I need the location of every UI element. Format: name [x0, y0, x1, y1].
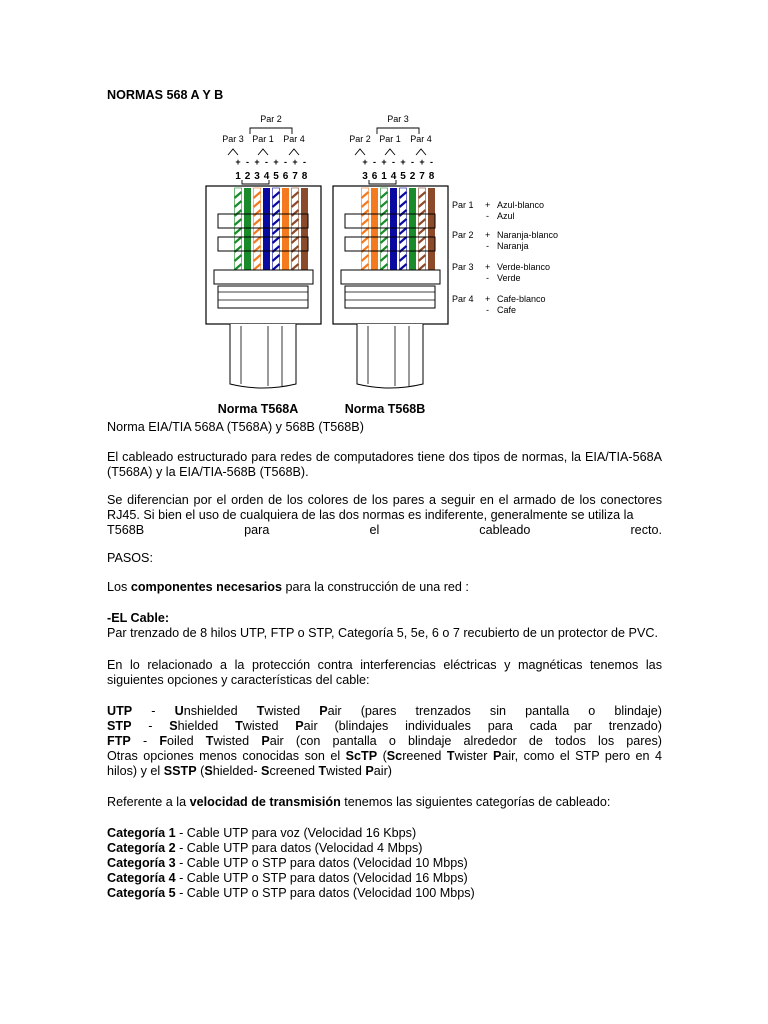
legend-sign: - [486, 273, 489, 283]
pin-number: 4 [390, 171, 397, 182]
pin-number: 3 [362, 171, 368, 182]
polarity-sign: + [292, 157, 298, 167]
diferencias-paragraph [107, 493, 662, 538]
cable-jacket [230, 324, 296, 388]
pin-number: 5 [400, 171, 406, 182]
rj45-wiring-diagram [0, 0, 768, 425]
pair-label: Par 2 [349, 134, 371, 144]
polarity-sign: - [411, 157, 414, 167]
pin-number: 3 [254, 171, 260, 182]
cable-heading: -EL Cable: [107, 611, 170, 625]
page-title: NORMAS 568 A Y B [107, 88, 224, 102]
legend-sign: + [485, 200, 491, 210]
polarity-sign: - [373, 157, 376, 167]
polarity-sign: + [235, 157, 241, 167]
categoria-item: Categoría 3 - Cable UTP o STP para datos (Velocidad 10 Mbps) [107, 856, 468, 870]
pair-bracket [385, 149, 395, 155]
wire-solid [301, 188, 308, 270]
connector-caption: Norma T568A [217, 402, 299, 416]
connector-crimp [214, 270, 313, 284]
pair-bracket [416, 149, 426, 155]
legend-sign: + [485, 262, 491, 272]
utp-line: UTP - Unshielded Twisted Pair (pares trenzados sin pantalla o blindaje) [107, 704, 662, 718]
velocidad-line: Referente a la velocidad de transmisión tenemos las siguientes categorías de cableado: [107, 795, 611, 809]
legend-sign: - [486, 241, 489, 251]
categoria-item: Categoría 4 - Cable UTP o STP para datos (Velocidad 16 Mbps) [107, 871, 468, 885]
wire-solid [244, 188, 251, 270]
legend-pair: Par 1 [452, 200, 474, 210]
wire-solid [390, 188, 397, 270]
proteccion-paragraph: En lo relacionado a la protección contra interferencias eléctricas y magnéticas tenemos las siguientes opciones y características del cable: [107, 658, 662, 687]
legend-pair: Par 3 [452, 262, 474, 272]
polarity-sign: - [246, 157, 249, 167]
connector-tail [218, 286, 308, 308]
legend-color: Naranja [497, 241, 529, 251]
legend-color: Cafe [497, 305, 517, 315]
legend-color: Cafe-blanco [497, 294, 546, 304]
cable-types [107, 704, 662, 779]
wire-solid [282, 188, 289, 270]
pair-label: Par 1 [252, 134, 274, 144]
legend-color: Naranja-blanco [497, 230, 559, 240]
pair-bracket [355, 149, 365, 155]
polarity-sign: - [430, 157, 433, 167]
polarity-sign: - [284, 157, 287, 167]
pair-label: Par 3 [387, 114, 409, 124]
pin-number: 4 [263, 171, 270, 182]
polarity-sign: + [381, 157, 387, 167]
pin-number: 8 [301, 171, 308, 182]
pin-number: 2 [244, 171, 251, 182]
categoria-item: Categoría 5 - Cable UTP o STP para datos (Velocidad 100 Mbps) [107, 886, 475, 900]
pair-bracket [228, 149, 238, 155]
categorias-list [107, 826, 662, 901]
pair-label: Par 4 [283, 134, 305, 144]
polarity-sign: + [273, 157, 279, 167]
componentes-line: Los componentes necesarios para la construcción de una red : [107, 580, 469, 594]
intro-paragraph: El cableado estructurado para redes de computadores tiene dos tipos de normas, la EIA/TIA-568A (T568A) y la EIA/TIA-568B (T568B). [107, 450, 662, 479]
diferencias-last-line: T568B para el cableado recto. [107, 523, 662, 537]
pair-label: Par 3 [222, 134, 244, 144]
legend-sign: - [486, 305, 489, 315]
pair-label: Par 2 [260, 114, 282, 124]
categoria-item: Categoría 2 - Cable UTP para datos (Velocidad 4 Mbps) [107, 841, 423, 855]
legend-sign: + [485, 294, 491, 304]
legend-color: Azul-blanco [497, 200, 545, 210]
polarity-sign: + [254, 157, 260, 167]
pin-number: 8 [428, 171, 435, 182]
wire-solid [409, 188, 416, 270]
connector-caption: Norma T568B [344, 402, 426, 416]
wire-solid [263, 188, 270, 270]
connector-crimp [341, 270, 440, 284]
polarity-sign: + [362, 157, 368, 167]
pair-bracket [289, 149, 299, 155]
pin-number: 1 [235, 171, 241, 182]
stp-line: STP - Shielded Twisted Pair (blindajes individuales para cada par trenzado) [107, 719, 662, 733]
pin-number: 2 [409, 171, 416, 182]
categoria-item: Categoría 1 - Cable UTP para voz (Velocidad 16 Kbps) [107, 826, 417, 840]
pair-bracket [258, 149, 268, 155]
pair-label: Par 4 [410, 134, 432, 144]
diferencias-text: Se diferencian por el orden de los colores de los pares a seguir en el armado de los conectores RJ45. Si bien el uso de cualquiera de las dos normas es indiferente, generalmente se utiliza la [107, 493, 662, 522]
pair-label: Par 1 [379, 134, 401, 144]
polarity-sign: - [392, 157, 395, 167]
pin-number: 5 [273, 171, 279, 182]
pin-number: 6 [371, 171, 378, 182]
polarity-sign: - [265, 157, 268, 167]
ftp-line: FTP - Foiled Twisted Pair (con pantalla o blindaje alrededor de todos los pares) [107, 734, 662, 748]
polarity-sign: - [303, 157, 306, 167]
pasos-heading: PASOS: [107, 551, 153, 565]
otras-opciones: Otras opciones menos conocidas son el ScTP (Screened Twister Pair, como el STP pero en 4 hilos) y el SSTP (Shielded- Screened Twisted Pair) [107, 749, 663, 778]
cable-jacket [357, 324, 423, 388]
connector-tail [345, 286, 435, 308]
legend-pair: Par 2 [452, 230, 474, 240]
legend-sign: + [485, 230, 491, 240]
legend-pair: Par 4 [452, 294, 474, 304]
wire-solid [371, 188, 378, 270]
pin-number: 1 [381, 171, 387, 182]
legend-sign: - [486, 211, 489, 221]
cable-text: Par trenzado de 8 hilos UTP, FTP o STP, Categoría 5, 5e, 6 o 7 recubierto de un protector de PVC. [107, 626, 658, 640]
wire-solid [428, 188, 435, 270]
legend-color: Verde [497, 273, 521, 283]
pin-number: 7 [292, 171, 298, 182]
pin-number: 6 [282, 171, 289, 182]
pin-number: 7 [419, 171, 425, 182]
norma-caption: Norma EIA/TIA 568A (T568A) y 568B (T568B) [107, 420, 364, 434]
polarity-sign: + [400, 157, 406, 167]
legend-color: Verde-blanco [497, 262, 551, 272]
legend-color: Azul [497, 211, 515, 221]
polarity-sign: + [419, 157, 425, 167]
